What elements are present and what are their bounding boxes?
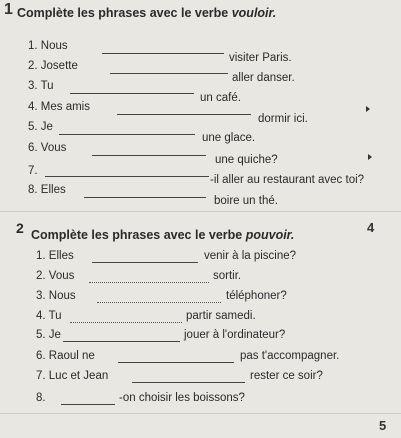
ex2-item-7-blank[interactable] [132, 382, 245, 383]
ex1-item-4-subject: 4. Mes amis [28, 101, 90, 113]
ex2-item-3-blank[interactable] [97, 302, 221, 303]
ex2-item-8-blank[interactable] [61, 404, 115, 405]
ex2-item-7-rest: rester ce soir? [250, 370, 323, 382]
ex2-item-1-rest: venir à la piscine? [204, 250, 297, 262]
ex1-item-8-rest: boire un thé. [214, 195, 278, 207]
ex2-item-3-rest: téléphoner? [226, 290, 287, 302]
ex1-item-7-subject: 7. [28, 165, 38, 177]
ex2-item-2-blank[interactable] [89, 282, 209, 283]
ex2-item-5-blank[interactable] [63, 341, 180, 342]
ex2-item-1-subject: 1. Elles [36, 250, 74, 262]
ex1-item-3-subject: 3. Tu [28, 80, 54, 92]
ex1-item-4-blank[interactable] [117, 114, 251, 115]
ex1-item-1-blank[interactable] [102, 53, 224, 54]
page-edge-arrow-icon [368, 154, 372, 160]
ex1-item-6-subject: 6. Vous [28, 142, 67, 154]
page-margin-number-4: 4 [367, 220, 375, 235]
exercise-2-number: 2 [16, 220, 24, 236]
exercise-2-title-text: Complète les phrases avec le verbe [31, 228, 243, 242]
ex1-item-3-rest: un café. [200, 92, 241, 104]
section-divider [0, 211, 401, 212]
ex1-item-2-subject: 2. Josette [28, 60, 78, 72]
exercise-1-number: 1 [4, 1, 13, 18]
bottom-divider [0, 413, 401, 414]
ex1-item-8-subject: 8. Elles [28, 184, 66, 196]
ex1-item-8-blank[interactable] [84, 197, 206, 198]
ex2-item-8-rest: -on choisir les boissons? [119, 392, 245, 404]
ex1-item-1-subject: 1. Nous [28, 40, 68, 52]
ex1-item-1-rest: visiter Paris. [229, 52, 292, 64]
exercise-2-title [31, 228, 294, 242]
ex2-item-6-subject: 6. Raoul ne [36, 350, 95, 362]
ex2-item-3-subject: 3. Nous [36, 290, 76, 302]
ex2-item-7-subject: 7. Luc et Jean [36, 370, 109, 382]
ex2-item-5-rest: jouer à l'ordinateur? [184, 329, 286, 341]
ex2-item-1-blank[interactable] [92, 262, 198, 263]
ex2-item-8-subject: 8. [36, 392, 46, 404]
exercise-1-verb: vouloir. [231, 6, 277, 20]
page-edge-arrow-icon [366, 106, 370, 112]
ex2-item-4-subject: 4. Tu [36, 310, 62, 322]
ex2-item-2-subject: 2. Vous [36, 270, 75, 282]
ex1-item-7-blank[interactable] [45, 176, 209, 177]
ex1-item-5-subject: 5. Je [28, 121, 53, 133]
ex2-item-6-blank[interactable] [118, 362, 234, 363]
ex1-item-4-rest: dormir ici. [258, 113, 308, 125]
ex1-item-6-rest: une quiche? [215, 154, 278, 166]
ex1-item-7-rest: -il aller au restaurant avec toi? [210, 174, 365, 186]
ex1-item-5-blank[interactable] [59, 134, 195, 135]
ex2-item-4-blank[interactable] [70, 322, 182, 323]
ex2-item-2-rest: sortir. [213, 270, 242, 282]
ex2-item-6-rest: pas t'accompagner. [240, 350, 340, 362]
exercise-1-title-text: Complète les phrases avec le verbe [17, 6, 229, 20]
ex2-item-5-subject: 5. Je [36, 329, 61, 341]
exercise-2-verb: pouvoir. [245, 228, 295, 242]
ex1-item-2-blank[interactable] [110, 73, 228, 74]
exercise-1-title [17, 6, 276, 20]
ex1-item-5-rest: une glace. [202, 132, 256, 144]
ex2-item-4-rest: partir samedi. [186, 310, 256, 322]
ex1-item-2-rest: aller danser. [232, 72, 295, 84]
ex1-item-6-blank[interactable] [92, 155, 206, 156]
page-margin-number-5: 5 [379, 418, 387, 433]
ex1-item-3-blank[interactable] [70, 93, 194, 94]
